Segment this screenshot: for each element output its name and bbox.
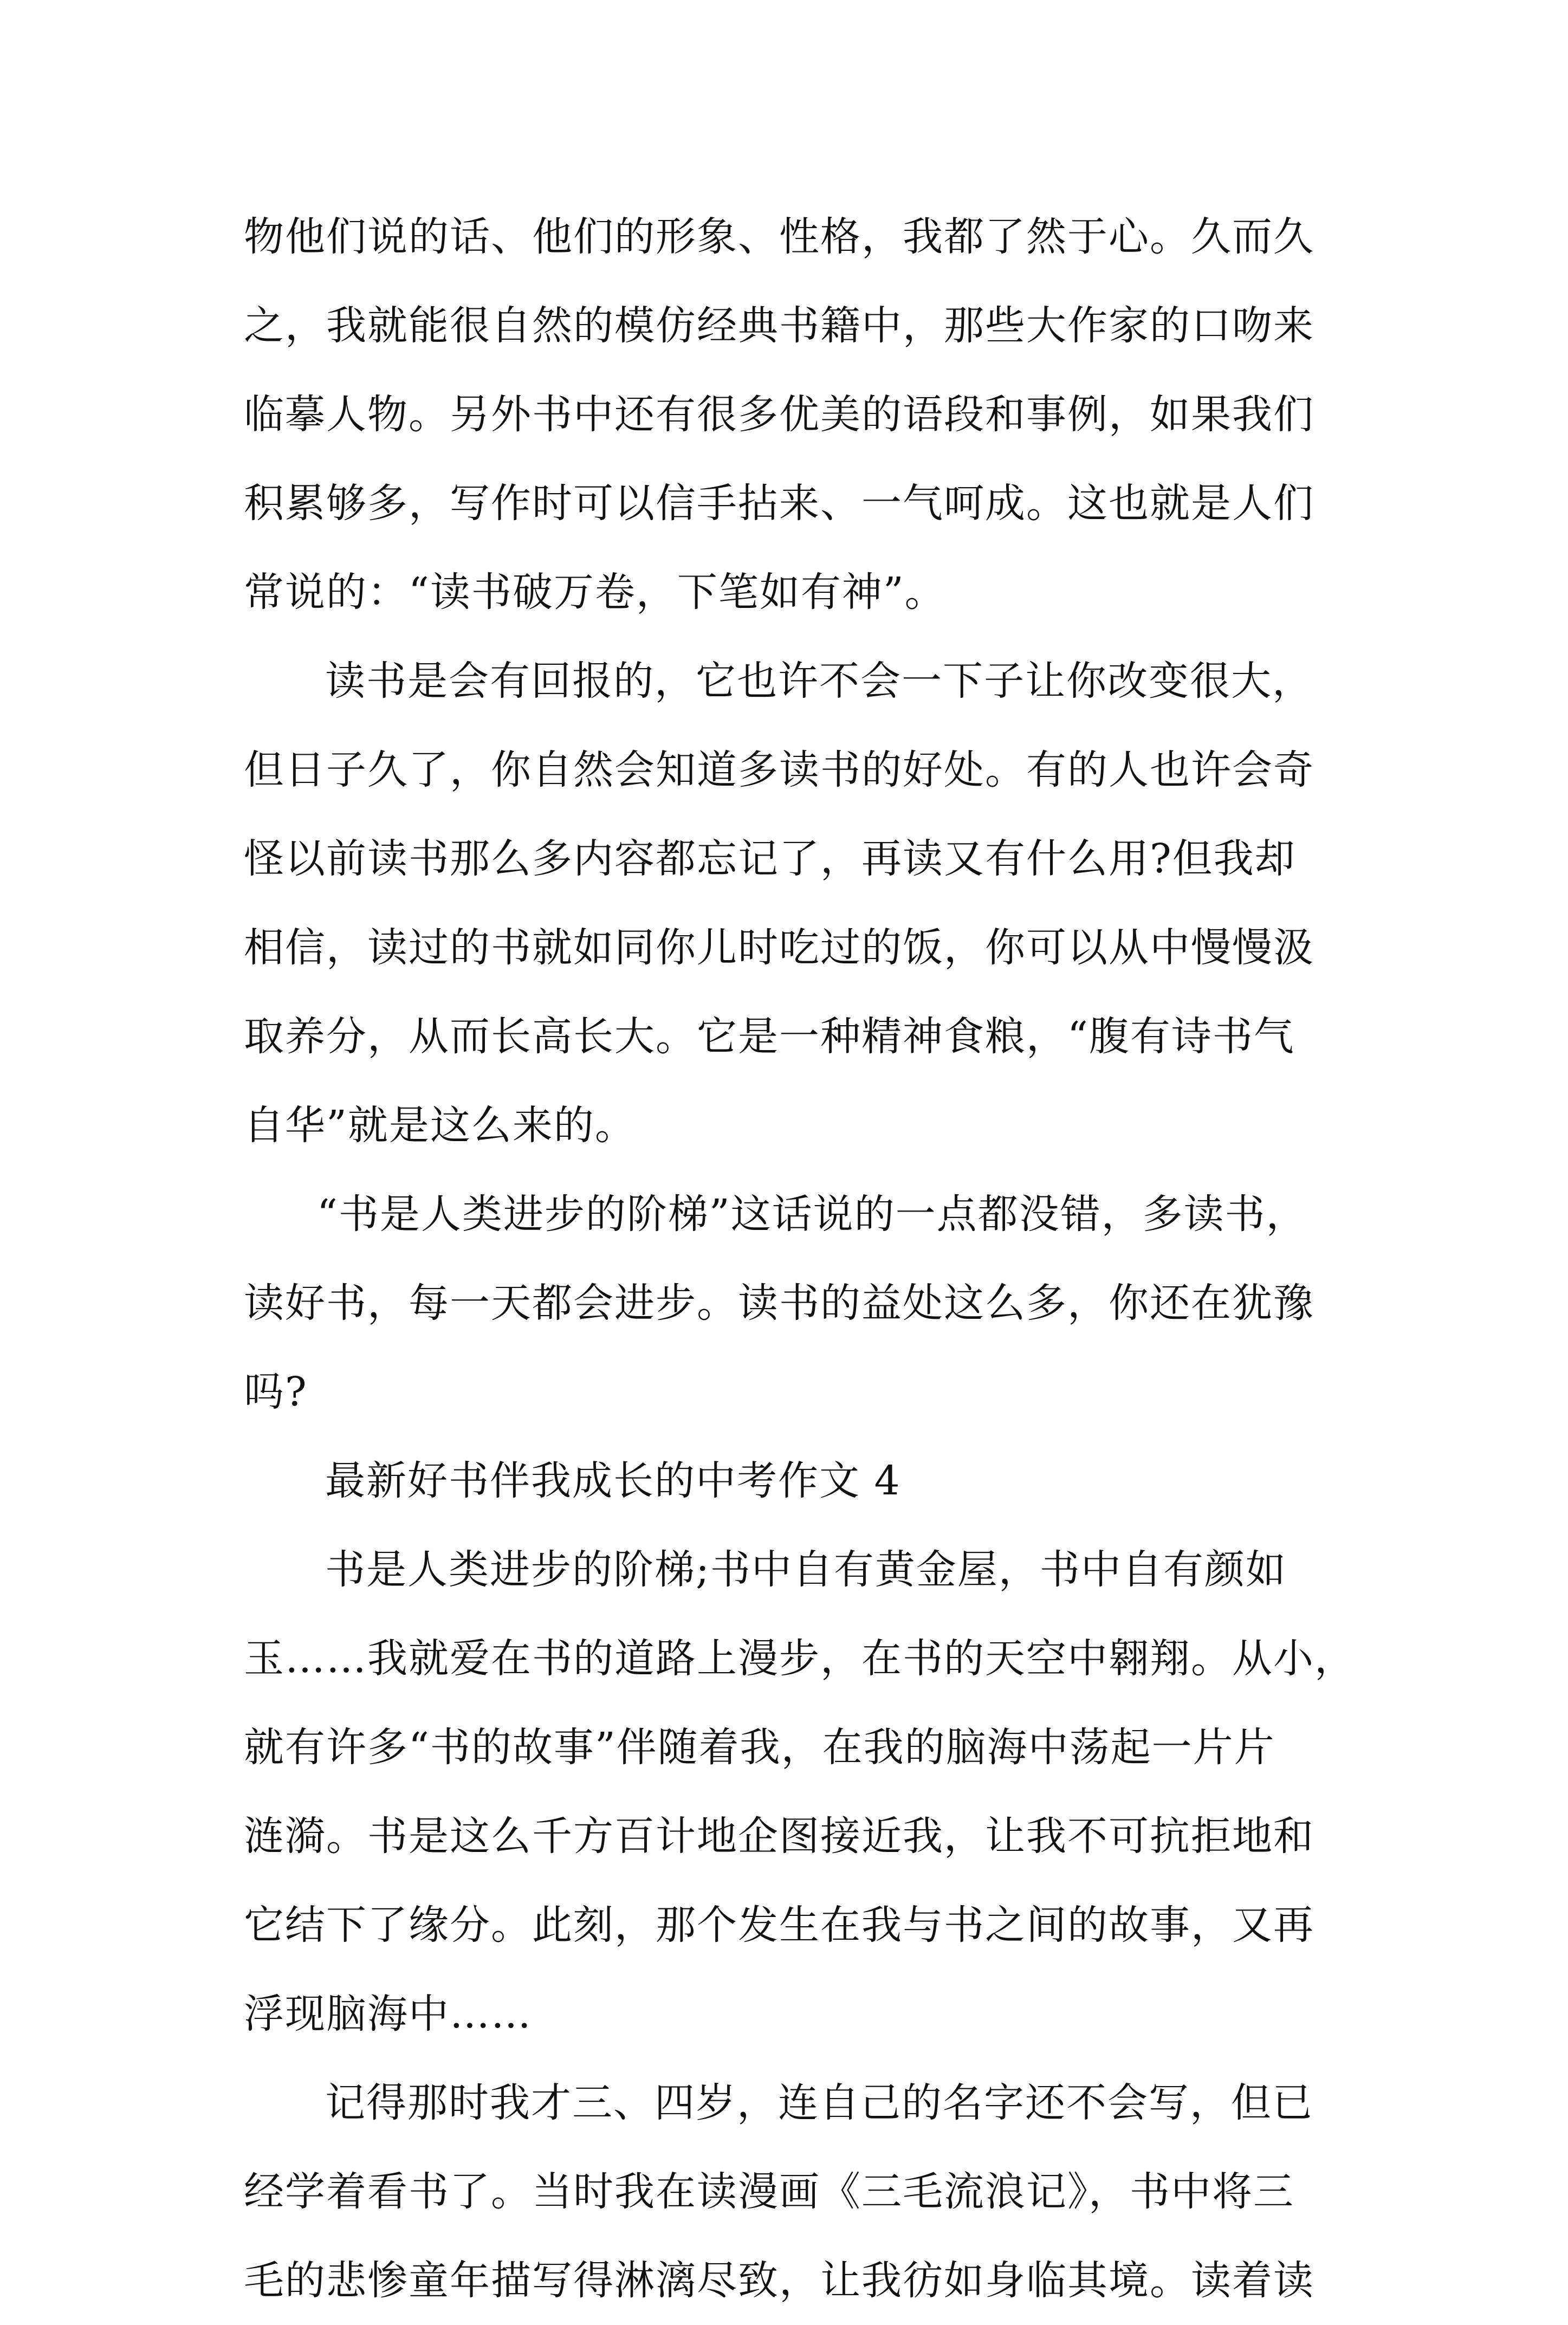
text-line: 自华”就是这么来的。 — [244, 1102, 636, 1149]
text-line: 临摹人物。另外书中还有很多优美的语段和事例，如果我们 — [244, 391, 1314, 438]
text-line: 常说的：“读书破万卷，下笔如有神”。 — [244, 569, 946, 616]
paragraph-first-line: 读书是会有回报的，它也许不会一下子让你改变很大， — [325, 658, 1313, 704]
paragraph-first-line: 记得那时我才三、四岁，连自己的名字还不会写，但已 — [325, 2080, 1313, 2126]
text-line: 毛的悲惨童年描写得淋漓尽致，让我彷如身临其境。读着读 — [244, 2257, 1314, 2304]
text-line: 涟漪。书是这么千方百计地企图接近我，让我不可抗拒地和 — [244, 1813, 1314, 1860]
text-line: 就有许多“书的故事”伴随着我，在我的脑海中荡起一片片 — [244, 1724, 1275, 1771]
text-line: 物他们说的话、他们的形象、性格，我都了然于心。久而久 — [244, 213, 1314, 260]
document-body — [244, 192, 1356, 2325]
text-line: 但日子久了，你自然会知道多读书的好处。有的人也许会奇 — [244, 747, 1314, 793]
text-line: 取养分，从而长高长大。它是一种精神食粮，“腹有诗书气 — [244, 1013, 1295, 1060]
text-line: 怪以前读书那么多内容都忘记了，再读又有什么用?但我却 — [244, 836, 1296, 882]
text-line: 浮现脑海中…… — [244, 1991, 532, 2037]
text-line: 读好书，每一天都会进步。读书的益处这么多，你还在犹豫 — [244, 1280, 1314, 1326]
paragraph-first-line: 书是人类进步的阶梯;书中自有黄金屋，书中自有颜如 — [325, 1546, 1287, 1593]
paragraph-first-line: “书是人类进步的阶梯”这话说的一点都没错，多读书， — [317, 1191, 1307, 1238]
text-line: 它结下了缘分。此刻，那个发生在我与书之间的故事，又再 — [244, 1902, 1314, 1948]
text-line: 吗? — [244, 1369, 308, 1415]
text-line: 经学着看书了。当时我在读漫画《三毛流浪记》，书中将三 — [244, 2168, 1294, 2215]
text-line: 玉……我就爱在书的道路上漫步，在书的天空中翱翔。从小， — [244, 1635, 1356, 1682]
section-heading: 最新好书伴我成长的中考作文 4 — [325, 1458, 901, 1504]
text-line: 之，我就能很自然的模仿经典书籍中，那些大作家的口吻来 — [244, 302, 1314, 349]
text-line: 积累够多，写作时可以信手拈来、一气呵成。这也就是人们 — [244, 480, 1314, 527]
text-line: 相信，读过的书就如同你儿时吃过的饭，你可以从中慢慢汲 — [244, 924, 1314, 971]
